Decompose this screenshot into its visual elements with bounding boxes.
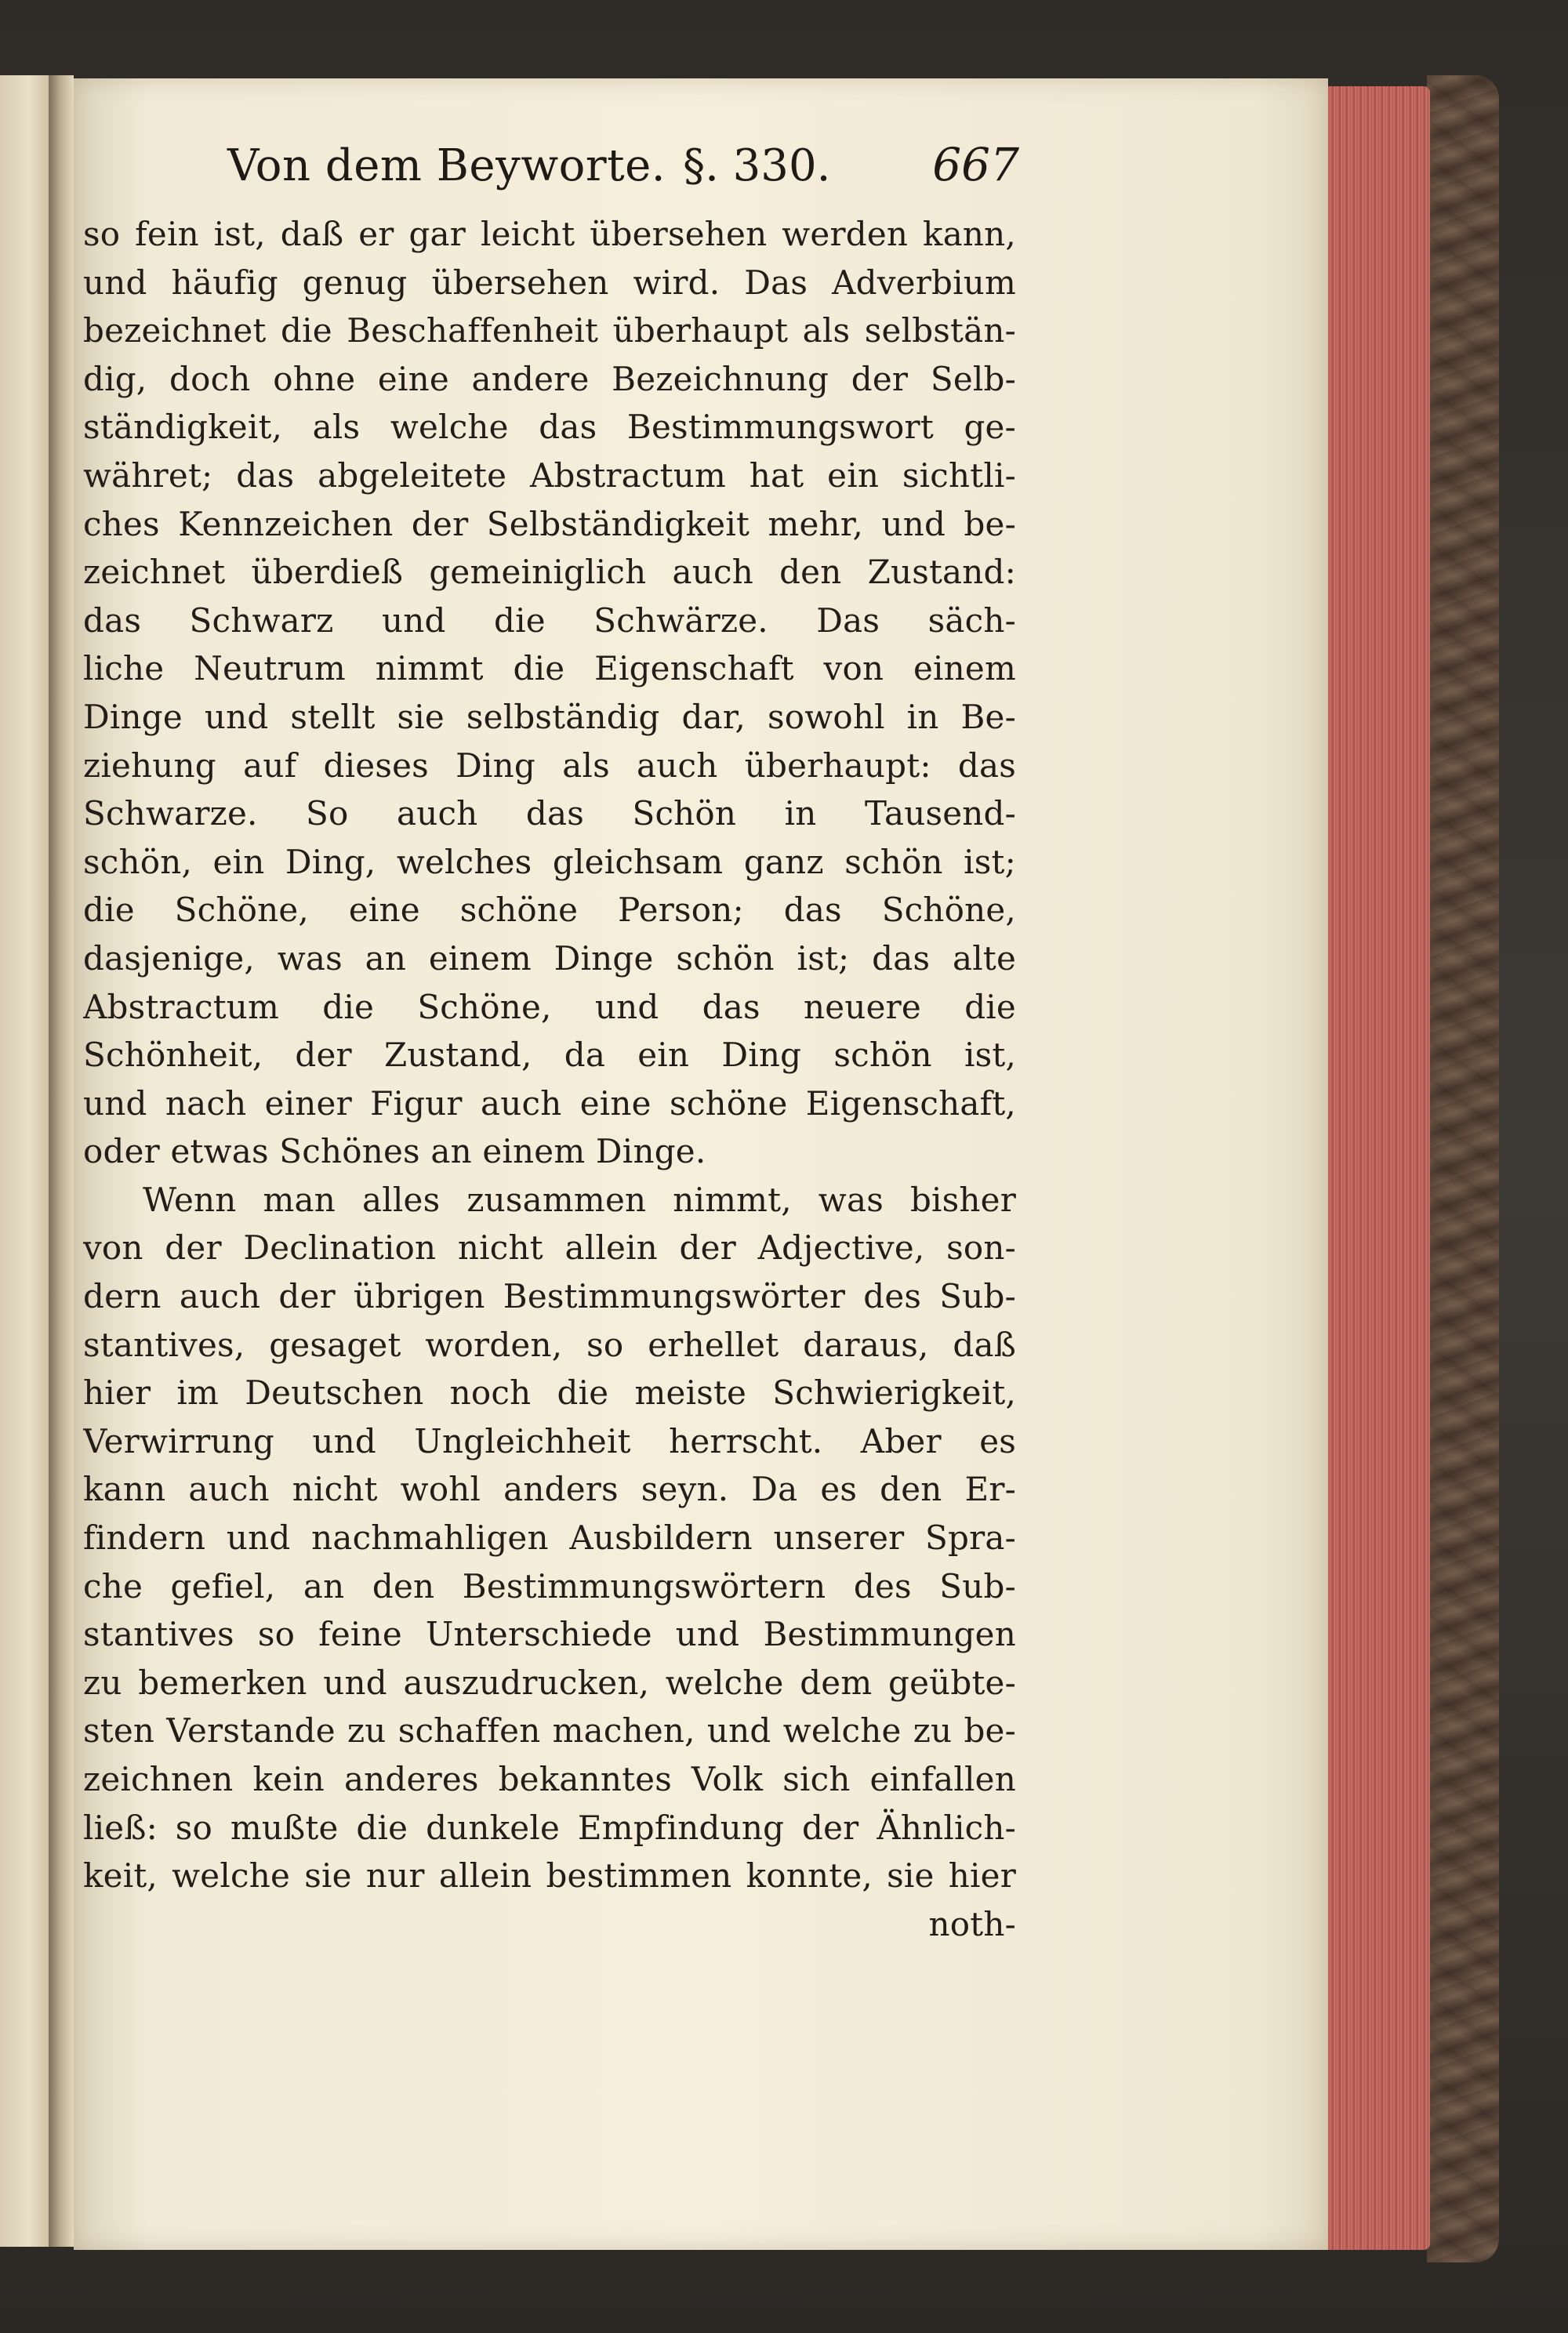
text-line: findern und nachmahligen Ausbildern unserer Spra-	[83, 1518, 1016, 1558]
text-line: ständigkeit, als welche das Bestimmungswort ge-	[83, 408, 1016, 447]
text-line: zeichnen kein anderes bekanntes Volk sich einfallen	[83, 1760, 1016, 1798]
text-line: stantives, gesaget worden, so erhellet daraus, daß	[83, 1325, 1016, 1364]
text-line: sten Verstande zu schaffen machen, und welche zu be-	[83, 1711, 1016, 1751]
text-line: zeichnet überdieß gemeiniglich auch den Zustand:	[83, 553, 1016, 592]
text-line: dern auch der übrigen Bestimmungswörter des Sub-	[83, 1277, 1016, 1316]
text-line: hier im Deutschen noch die meiste Schwierigkeit,	[83, 1373, 1016, 1413]
text-line: Schwarze. So auch das Schön in Tausend-	[83, 794, 1016, 833]
catchword: noth-	[928, 1904, 1016, 1943]
text-line: und nach einer Figur auch eine schöne Eigenschaft,	[83, 1083, 1016, 1123]
marbled-cover	[1427, 75, 1499, 2262]
page-edges	[1325, 86, 1430, 2250]
text-line: liche Neutrum nimmt die Eigenschaft von einem	[83, 649, 1016, 688]
text-line: das Schwarz und die Schwärze. Das säch-	[83, 600, 1016, 640]
text-line: Verwirrung und Ungleichheit herrscht. Aber es	[83, 1421, 1016, 1460]
text-line: Schönheit, der Zustand, da ein Ding schön ist,	[83, 1036, 1016, 1075]
running-head	[227, 138, 1019, 201]
section-number: §. 330.	[683, 140, 831, 191]
text-line: dasjenige, was an einem Dinge schön ist; das alte	[83, 938, 1016, 978]
text-line: Wenn man alles zusammen nimmt, was bisher	[143, 1180, 1016, 1219]
page-number: 667	[932, 138, 1019, 191]
text-line: und häufig genug übersehen wird. Das Adverbium	[83, 263, 1016, 302]
chapter-title: Von dem Beyworte.	[227, 140, 666, 191]
text-line: ches Kennzeichen der Selbständigkeit mehr, und be-	[83, 504, 1016, 543]
text-line: ließ: so mußte die dunkele Empfindung der Ähnlich-	[83, 1808, 1016, 1847]
body-text	[83, 210, 1016, 1948]
text-line: ziehung auf dieses Ding als auch überhaupt: das	[83, 746, 1016, 785]
facing-page-edge	[0, 75, 51, 2247]
text-line: zu bemerken und auszudrucken, welche dem geübte-	[83, 1663, 1016, 1702]
text-line: währet; das abgeleitete Abstractum hat ein sichtli-	[83, 455, 1016, 495]
text-line: dig, doch ohne eine andere Bezeichnung der Selb-	[83, 359, 1016, 398]
text-line: Abstractum die Schöne, und das neuere die	[83, 987, 1016, 1026]
text-line: bezeichnet die Beschaffenheit überhaupt als selbstän-	[83, 311, 1016, 350]
text-line: Dinge und stellt sie selbständig dar, sowohl in Be-	[83, 697, 1016, 736]
text-line: von der Declination nicht allein der Adjective, son-	[83, 1228, 1016, 1268]
text-line: die Schöne, eine schöne Person; das Schöne,	[83, 891, 1016, 930]
text-line: kann auch nicht wohl anders seyn. Da es den Er-	[83, 1470, 1016, 1509]
running-head-left	[227, 140, 830, 191]
text-line: keit, welche sie nur allein bestimmen konnte, sie hier	[83, 1856, 1016, 1896]
text-line: so fein ist, daß er gar leicht übersehen werden kann,	[83, 215, 1016, 253]
book-gutter	[49, 75, 74, 2247]
text-line: oder etwas Schönes an einem Dinge.	[83, 1132, 706, 1171]
text-line: stantives so feine Unterschiede und Bestimmungen	[83, 1615, 1016, 1654]
text-line: schön, ein Ding, welches gleichsam ganz schön ist;	[83, 842, 1016, 881]
text-line: che gefiel, an den Bestimmungswörtern des Sub-	[83, 1566, 1016, 1606]
